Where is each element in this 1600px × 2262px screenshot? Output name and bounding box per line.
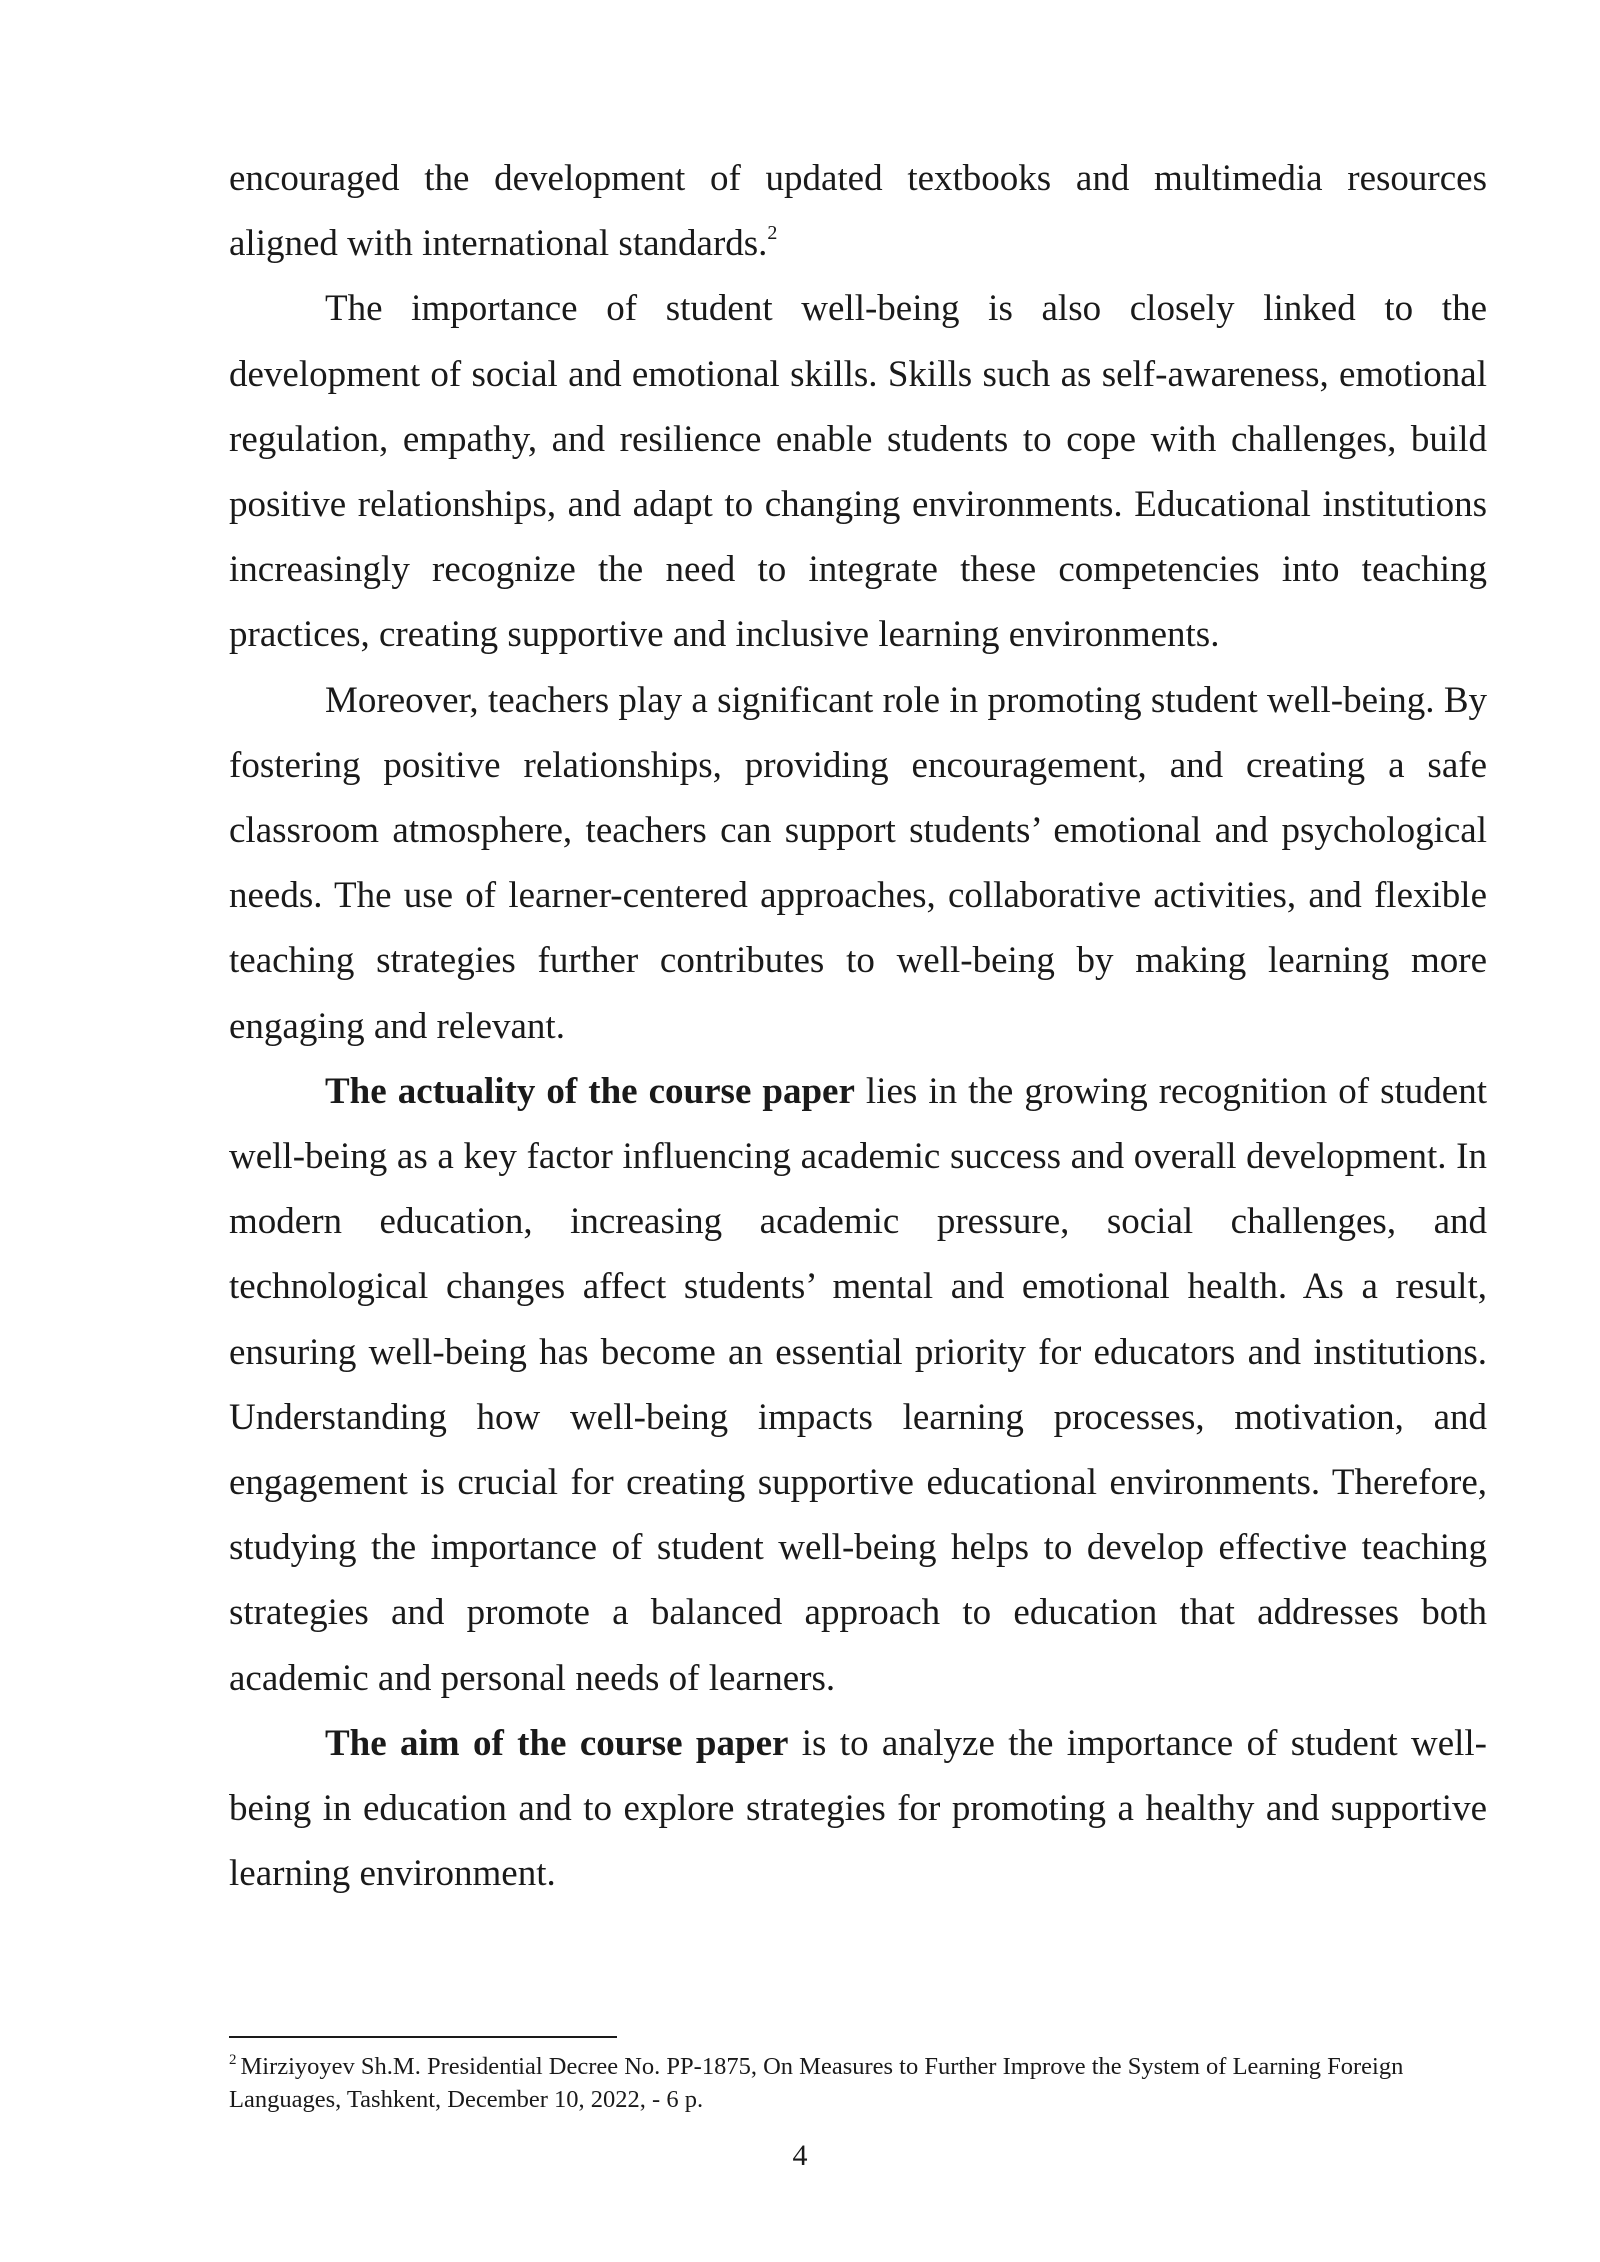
paragraph-aim xyxy=(229,1711,1487,1907)
footnote-separator xyxy=(229,2036,617,2038)
paragraph-continuation xyxy=(229,146,1487,276)
footnote-text: Mirziyoyev Sh.M. Presidential Decree No. PP-1875, On Measures to Further Improve the System of Learning Foreign Languages, Tashkent, December 10, 2022, - 6 p. xyxy=(229,2053,1404,2113)
paragraph-lead-heading: The aim of the course paper xyxy=(325,1722,789,1764)
footnote-number: 2 xyxy=(229,2052,237,2068)
paragraph-social-emotional-skills xyxy=(229,276,1487,667)
paragraph-actuality xyxy=(229,1059,1487,1711)
paragraph-text: is to analyze the importance of student well-being in education and to explore strategies for promoting a healthy and supportive learning environment. xyxy=(229,1722,1487,1895)
paragraph-text: Moreover, teachers play a significant role in promoting student well-being. By fostering positive relationships, providing encouragement, and creating a safe classroom atmosphere, teachers can support students’ emotional and psychological needs. The use of learner-centered approaches, collaborative activities, and flexible teaching strategies further contributes to well-being by making learning more engaging and relevant. xyxy=(229,679,1487,1047)
page-number: 4 xyxy=(792,2139,808,2172)
footnote xyxy=(229,2050,1487,2116)
paragraph-first-line: encouraged the development of updated textbooks and multimedia resources xyxy=(229,158,1487,199)
paragraph-teachers-role xyxy=(229,668,1487,1059)
footnote-reference: 2 xyxy=(767,222,778,245)
paragraph-text: The importance of student well-being is also closely linked to the development of social and emotional skills. Skills such as self-awareness, emotional regulation, empathy, and resilience enable students to cope with challenges, build positive relationships, and adapt to changing environments. Educational institutions increasingly recognize the need to integrate these competencies into teaching practices, creating supportive and inclusive learning environments. xyxy=(229,288,1487,656)
body-text xyxy=(229,146,1487,1906)
paragraph-text: lies in the growing recognition of student well-being as a key factor influencing academic success and overall development. In modern education, increasing academic pressure, social challenges, and technological changes affect students’ mental and emotional health. As a result, ensuring well-being has become an essential priority for educators and institutions. Understanding how well-being impacts learning processes, motivation, and engagement is crucial for creating supportive educational environments. Therefore, studying the importance of student well-being helps to develop effective teaching strategies and promote a balanced approach to education that addresses both academic and personal needs of learners. xyxy=(229,1070,1487,1699)
paragraph-text: aligned with international standards. xyxy=(229,223,768,265)
paragraph-lead-heading: The actuality of the course paper xyxy=(325,1070,855,1112)
